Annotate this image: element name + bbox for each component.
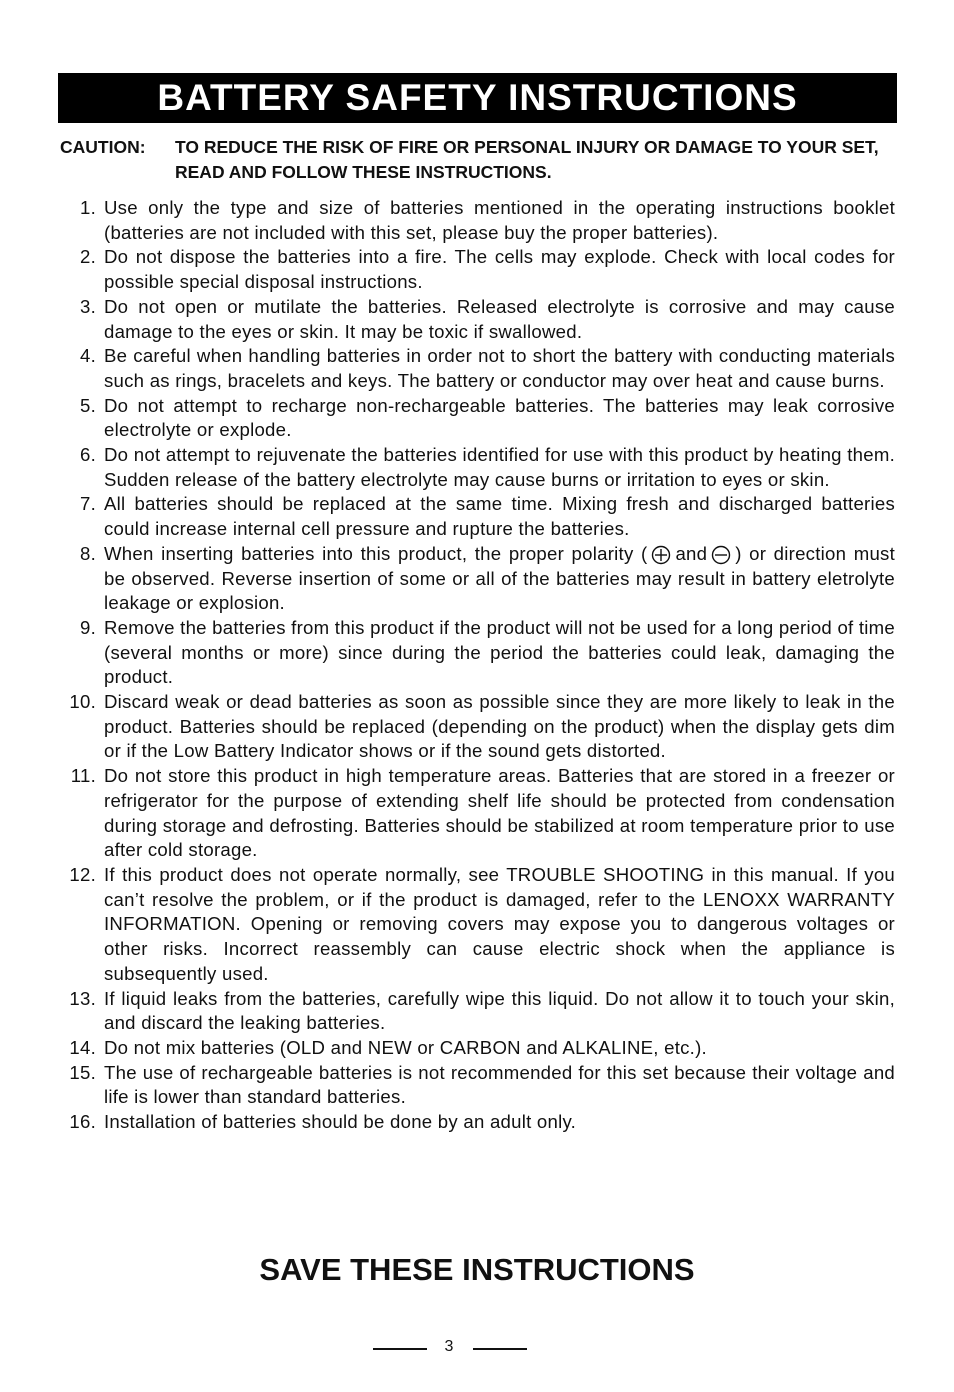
list-item (56, 492, 895, 541)
item-text: Installation of batteries should be done by an adult only. (104, 1111, 577, 1133)
item-number: 10. (69, 691, 96, 713)
item-text: Do not attempt to rejuvenate the batteries identified for use with this product by heating them. Sudden release of the battery electrolyte may cause burns or irritation to eyes or skin. (104, 444, 895, 490)
list-item (56, 295, 895, 344)
caution-notice (60, 135, 898, 185)
item-text: The use of rechargeable batteries is not recommended for this set because their voltage and life is lower than standard batteries. (104, 1061, 895, 1108)
item-text: Do not mix batteries (OLD and NEW or CARBON and ALKALINE, etc.). (104, 1036, 707, 1058)
item-text-and: and (675, 542, 708, 564)
page-number: 3 (444, 1338, 454, 1355)
list-item (56, 196, 895, 245)
footer-rule-right (473, 1348, 527, 1350)
item-number: 3. (79, 295, 96, 317)
list-item (56, 542, 895, 616)
item-text-after: ) or direction must be observed. Reverse insertion of some or all of the batteries may result in battery eletrolyte leakage or explosion. (104, 542, 895, 614)
item-number: 11. (70, 765, 96, 787)
item-text: Do not open or mutilate the batteries. Released electrolyte is corrosive and may cause damage to the eyes or skin. It may be toxic if swallowed. (104, 295, 895, 342)
list-item (56, 1036, 895, 1061)
list-item (56, 344, 895, 393)
page-title: BATTERY SAFETY INSTRUCTIONS (157, 77, 798, 118)
list-item (56, 245, 895, 294)
item-number: 14. (69, 1036, 96, 1058)
item-text: Remove the batteries from this product if the product will not be used for a long period of time (several months or more) since during the period the batteries could leak, damaging the product. (104, 616, 895, 688)
item-number: 4. (79, 345, 96, 367)
footer-rule-left (373, 1348, 427, 1350)
caution-text: TO REDUCE THE RISK OF FIRE OR PERSONAL INJURY OR DAMAGE TO YOUR SET, READ AND FOLLOW THESE INSTRUCTIONS. (175, 137, 879, 182)
list-item (56, 443, 895, 492)
item-text-before: When inserting batteries into this product, the proper polarity ( (104, 542, 648, 564)
caution-label: CAUTION: (60, 137, 146, 157)
list-item (56, 863, 895, 987)
minus-circle-icon (711, 545, 731, 565)
item-number: 8. (79, 542, 96, 564)
item-text: Do not dispose the batteries into a fire. The cells may explode. Check with local codes for possible special disposal instructions. (104, 246, 895, 293)
item-text: If liquid leaks from the batteries, carefully wipe this liquid. Do not allow it to touch your skin, and discard the leaking batteries. (104, 987, 895, 1034)
item-text (104, 542, 895, 616)
item-number: 12. (69, 863, 96, 885)
item-text: Do not attempt to recharge non-rechargeable batteries. The batteries may leak corrosive electrolyte or explode. (104, 394, 895, 441)
list-item (56, 690, 895, 764)
list-item (56, 1061, 895, 1110)
item-text: All batteries should be replaced at the same time. Mixing fresh and discharged batteries could increase internal cell pressure and rupture the batteries. (104, 493, 895, 540)
item-text: Do not store this product in high temperature areas. Batteries that are stored in a freezer or refrigerator for the purpose of extending shelf life should be protected from condensation during storage and defrosting. Batteries should be stabilized at room temperature prior to use after cold storage. (104, 765, 895, 861)
item-number: 16. (69, 1111, 96, 1133)
item-number: 15. (69, 1061, 96, 1083)
item-text: If this product does not operate normally, see TROUBLE SHOOTING in this manual. If you can’t resolve the problem, or if the product is damaged, refer to the LENOXX WARRANTY INFORMATION. Opening or removing covers may expose you to dangerous voltages or other risks. Incorrect reassembly can cause electric shock when the appliance is subsequently used. (104, 863, 895, 984)
item-number: 13. (69, 987, 96, 1009)
item-number: 2. (79, 246, 96, 268)
item-number: 9. (79, 616, 96, 638)
list-item (56, 616, 895, 690)
item-text: Discard weak or dead batteries as soon as possible since they are more likely to leak in the product. Batteries should be replaced (depending on the product) when the display gets dim or if the Low Battery Indicator shows or if the sound gets distorted. (104, 691, 895, 762)
title-bar (58, 73, 897, 123)
page-footer (0, 1337, 954, 1359)
list-item (56, 394, 895, 443)
item-number: 5. (79, 394, 96, 416)
list-item (56, 1110, 895, 1135)
item-text: Use only the type and size of batteries mentioned in the operating instructions booklet (batteries are not included with this set, please buy the proper batteries). (104, 197, 895, 243)
item-text: Be careful when handling batteries in order not to short the battery with conducting materials such as rings, bracelets and keys. The battery or conductor may over heat and cause burns. (104, 345, 895, 391)
plus-circle-icon (651, 545, 671, 565)
list-item (56, 987, 895, 1036)
item-number: 7. (79, 493, 96, 515)
item-number: 1. (79, 197, 96, 218)
save-instructions-heading: SAVE THESE INSTRUCTIONS (259, 1252, 695, 1287)
instruction-list (56, 196, 895, 1135)
item-number: 6. (79, 444, 96, 466)
list-item (56, 764, 895, 863)
